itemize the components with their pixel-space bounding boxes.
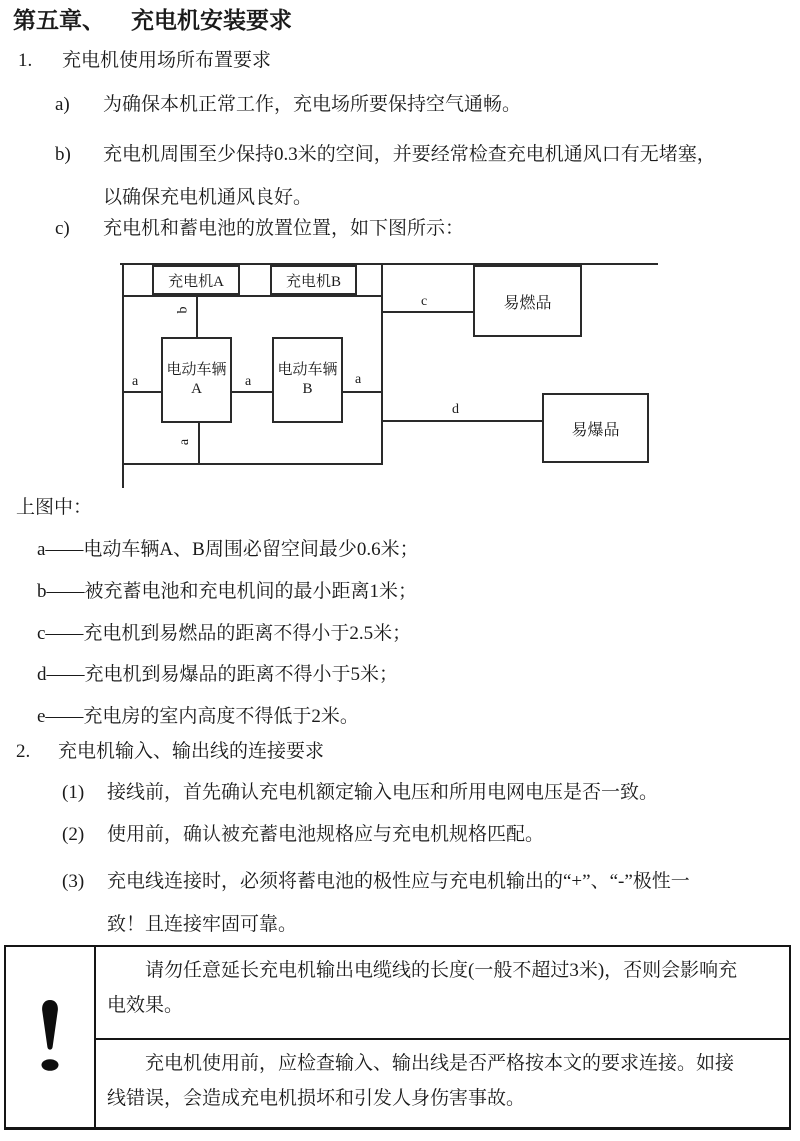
label-a-bottom: a	[177, 438, 193, 446]
item-a-text: 为确保本机正常工作，充电场所要保持空气通畅。	[103, 94, 522, 115]
distance-line-a-right	[343, 391, 381, 393]
distance-line-a-left	[123, 391, 161, 393]
chapter-title: 充电机安装要求	[131, 8, 292, 33]
item-c-text: 充电机和蓄电池的放置位置，如下图所示：	[103, 218, 465, 239]
distance-line-a-middle	[232, 391, 272, 393]
label-a-left: a	[132, 374, 139, 389]
exclamation-icon	[36, 998, 64, 1076]
item-1-marker: (1)	[62, 782, 85, 803]
label-d: d	[452, 402, 459, 417]
section2-heading: 充电机输入、输出线的连接要求	[58, 741, 325, 762]
label-a-right: a	[355, 372, 362, 387]
legend-item-e: e——充电房的室内高度不得低于2米。	[37, 706, 359, 727]
vehicle-b-box	[272, 337, 343, 423]
label-b: b	[175, 306, 191, 314]
vehicle-b-label-line2: B	[302, 381, 313, 397]
page-title	[13, 6, 292, 36]
diagram-bottom-wall-line	[122, 463, 383, 465]
legend-item-c: c——充电机到易燃品的距离不得小于2.5米；	[37, 623, 412, 644]
legend-item-b: b——被充蓄电池和充电机间的最小距离1米；	[37, 581, 418, 602]
warning-icon-cell	[6, 947, 96, 1127]
charger-b-label: 充电机B	[285, 273, 341, 290]
explosive-box	[542, 393, 649, 463]
distance-line-a-bottom	[198, 423, 200, 463]
label-a-middle: a	[245, 374, 252, 389]
label-c: c	[421, 294, 428, 309]
legend-intro: 上图中：	[16, 497, 93, 518]
distance-line-c	[383, 311, 473, 313]
section1-number: 1.	[18, 50, 33, 71]
warning-text-2: 充电机使用前，应检查输入、输出线是否严格按本文的要求连接。如接线错误，会造成充电机损坏和引发人身伤害事故。	[107, 1053, 735, 1109]
vehicle-a-box	[161, 337, 232, 423]
item-3-marker: (3)	[62, 871, 85, 892]
charger-a-label: 充电机A	[168, 273, 224, 290]
item-a-marker: a)	[55, 94, 70, 115]
placement-diagram	[0, 255, 800, 495]
charger-a-box	[152, 265, 240, 295]
flammable-box	[473, 265, 582, 337]
diagram-room-top-line	[122, 295, 383, 297]
warning-text-column	[96, 947, 789, 1127]
warning-row-1	[96, 947, 789, 1040]
diagram-right-wall-line	[381, 263, 383, 465]
legend-item-d: d——充电机到易爆品的距离不得小于5米；	[37, 664, 399, 685]
item-1-text: 接线前，首先确认充电机额定输入电压和所用电网电压是否一致。	[107, 782, 659, 803]
distance-line-d	[383, 420, 542, 422]
explosive-label: 易爆品	[571, 421, 620, 439]
section2-number: 2.	[16, 741, 31, 762]
vehicle-a-label-line2: A	[191, 381, 202, 397]
distance-line-b	[196, 295, 198, 337]
vehicle-a-label-line1: 电动车辆	[166, 362, 227, 378]
item-b-marker: b)	[55, 144, 71, 165]
section1-heading: 充电机使用场所布置要求	[62, 50, 272, 71]
warning-table	[4, 945, 791, 1130]
item-2-text: 使用前，确认被充蓄电池规格应与充电机规格匹配。	[107, 824, 545, 845]
item-c-marker: c)	[55, 218, 70, 239]
item-3-text: 充电线连接时，必须将蓄电池的极性应与充电机输出的“+”、“-”极性一致！且连接牢固可靠。	[107, 871, 690, 935]
warning-row-2	[96, 1040, 789, 1127]
item-b-text: 充电机周围至少保持0.3米的空间，并要经常检查充电机通风口有无堵塞，以确保充电机通风良好。	[103, 144, 716, 208]
chapter-number: 第五章、	[13, 8, 105, 33]
item-2-marker: (2)	[62, 824, 85, 845]
warning-text-1: 请勿任意延长充电机输出电缆线的长度(一般不超过3米)，否则会影响充电效果。	[107, 960, 738, 1016]
legend-item-a: a——电动车辆A、B周围必留空间最少0.6米；	[37, 539, 419, 560]
vehicle-b-label-line1: 电动车辆	[277, 362, 338, 378]
charger-b-box	[270, 265, 357, 295]
flammable-label: 易燃品	[503, 294, 552, 312]
